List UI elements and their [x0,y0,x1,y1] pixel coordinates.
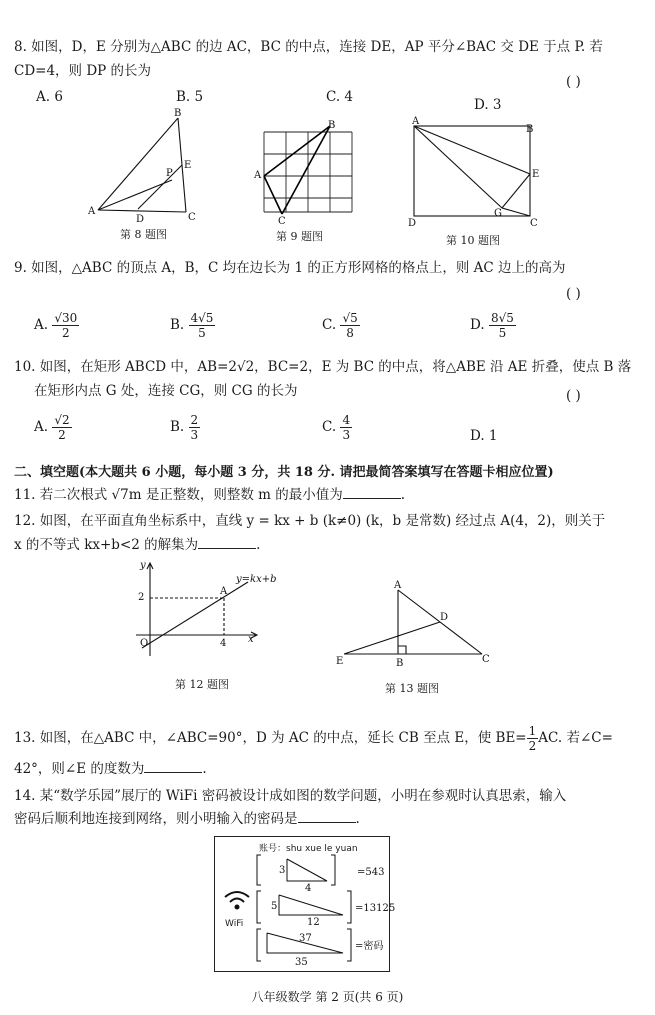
svg-text:C: C [278,216,286,227]
svg-text:A: A [412,116,420,127]
y-axis-label: y [140,560,146,571]
fraction-one-half [527,724,539,753]
fraction [52,413,71,442]
tri1-result: =543 [357,867,385,878]
question-13-text: 13. 如图，在△ABC 中，∠ABC=90°，D 为 AC 的中点，延长 CB 至点 E，使 BE= [14,730,527,746]
answer-bracket-9: ( ) [566,286,581,302]
option-9-b [170,311,215,340]
option-label: C. [322,419,337,435]
svg-text:E: E [336,656,344,667]
question-10-line1: 10. 如图，在矩形 ABCD 中，AB=2√2，BC=2，E 为 BC 的中点，将△ABE 沿 AE 折叠，使点 B 落 [14,359,632,375]
svg-text:B: B [526,124,534,135]
caption-figure-10: 第 10 题图 [446,234,500,247]
period: . [400,487,406,503]
option-8-d: D. 3 [474,97,502,113]
page-footer: 八年级数学 第 2 页(共 6 页) [251,990,404,1004]
tri1-side-b: 4 [305,883,312,894]
fraction [189,311,216,340]
tri2-side-a: 5 [271,901,278,912]
svg-text:C: C [530,218,538,229]
svg-text:D: D [408,218,417,229]
fraction [189,413,201,442]
question-8-line1: 8. 如图，D，E 分别为△ABC 的边 AC，BC 的中点，连接 DE，AP 平分∠BAC 交 DE 于点 P. 若 [14,39,603,55]
wifi-label: WiFi [225,919,244,929]
answer-bracket-8: ( ) [566,74,581,90]
option-8-c: C. 4 [326,89,354,105]
svg-text:D: D [440,612,449,623]
period: . [355,811,360,827]
numerator: √30 [54,311,78,325]
question-14-line1: 14. 某“数学乐园”展厅的 WiFi 密码被设计成如图的数学问题，小明在参观时认真思索，输入 [14,788,567,804]
wifi-account-label: 账号：shu xue le yuan [259,844,358,854]
x-axis-label: x [248,634,254,645]
denominator: 5 [498,326,507,340]
figure-12 [128,556,288,668]
numerator: 8√5 [490,311,514,325]
option-8-b: B. 5 [176,89,204,105]
tri3-hypotenuse: 37 [299,933,312,944]
period: . [256,537,261,553]
svg-text:A: A [394,580,402,591]
question-13-text-end: AC. 若∠C= [538,730,613,746]
tri3-side-b: 35 [295,957,308,968]
tri2-result: =13125 [355,903,396,914]
svg-text:B: B [396,658,404,669]
tri3-result: =密码 [355,941,384,952]
question-13-text2: 42°，则∠E 的度数为 [14,761,145,777]
denominator: 3 [190,428,199,442]
wifi-triangles [257,851,396,969]
option-label: D. [470,317,485,333]
option-label: B. [170,419,185,435]
svg-text:C: C [188,212,196,223]
denominator: 2 [58,428,66,442]
numerator: 4 [342,413,351,427]
svg-text:B: B [174,108,182,119]
caption-figure-8: 第 8 题图 [120,228,167,241]
numerator: 1 [528,724,537,738]
option-label: A. [34,419,49,435]
figure-9 [252,118,362,226]
option-9-d [470,311,516,340]
caption-figure-13: 第 13 题图 [385,682,439,695]
svg-text:A: A [254,170,262,181]
question-10-line2: 在矩形内点 G 处，连接 CG，则 CG 的长为 [34,383,298,399]
option-9-c [322,311,360,340]
figure-8 [86,108,216,226]
x-tick-4: 4 [220,638,227,649]
numerator: √2 [54,413,70,427]
y-tick-2: 2 [138,592,145,603]
question-14-line2 [14,808,644,831]
question-13-line2 [14,758,644,781]
option-label: C. [322,317,337,333]
section-heading-fill-in: 二、填空题(本大题共 6 小题，每小题 3 分，共 18 分. 请把最简答案填写在答题卡相应位置) [14,465,554,480]
question-13-line1 [14,724,644,753]
fraction [340,413,352,442]
answer-blank-11[interactable] [343,484,401,499]
numerator: 4√5 [190,311,214,325]
fraction [340,311,359,340]
question-12-line2 [14,534,644,557]
question-11 [14,484,644,507]
numerator: 2 [190,413,199,427]
option-label: A. [34,317,49,333]
tri1-side-a: 3 [279,865,286,876]
answer-blank-14[interactable] [298,808,356,823]
figure-10 [404,116,549,228]
question-11-text: 11. 若二次根式 √7m 是正整数，则整数 m 的最小值为 [14,487,343,503]
svg-text:C: C [482,654,490,665]
question-12-text: x 的不等式 kx+b<2 的解集为 [14,537,199,553]
denominator: 2 [61,326,70,340]
fraction [489,311,516,340]
option-label: B. [170,317,185,333]
svg-text:P: P [166,168,173,179]
numerator: √5 [342,311,358,325]
answer-bracket-10: ( ) [566,388,581,404]
answer-blank-13[interactable] [144,758,202,773]
question-14-text: 密码后顺利地连接到网络，则小明输入的密码是 [14,811,298,827]
question-8-line2: CD=4，则 DP 的长为 [14,63,152,79]
denominator: 3 [342,428,351,442]
caption-figure-9: 第 9 题图 [276,230,323,243]
svg-text:E: E [532,169,540,180]
period: . [202,761,207,777]
answer-blank-12[interactable] [198,534,256,549]
svg-text:D: D [136,214,145,225]
fraction [52,311,79,340]
denominator: 5 [198,326,206,340]
question-12-line1: 12. 如图，在平面直角坐标系中，直线 y = kx + b (k≠0) (k，b 是常数) 经过点 A(4，2)，则关于 [14,513,606,529]
svg-text:G: G [494,208,502,219]
option-10-c [322,413,352,442]
denominator: 8 [346,326,354,340]
tri2-side-b: 12 [307,917,320,928]
caption-figure-12: 第 12 题图 [175,678,229,691]
option-9-a [34,311,79,340]
option-10-b [170,413,200,442]
denominator: 2 [528,739,537,753]
svg-text:B: B [328,120,336,131]
origin-label: O [140,638,149,649]
question-9: 9. 如图，△ABC 的顶点 A，B，C 均在边长为 1 的正方形网格的格点上，则 AC 边上的高为 [14,260,566,276]
point-a-label: A [220,586,228,597]
option-8-a: A. 6 [36,89,63,105]
option-10-d: D. 1 [470,428,498,444]
line-equation-label: y=kx+b [236,574,277,585]
wifi-password-figure [214,836,396,972]
figure-13 [330,576,500,672]
svg-text:E: E [184,160,192,171]
option-10-a [34,413,72,442]
svg-text:A: A [88,206,96,217]
